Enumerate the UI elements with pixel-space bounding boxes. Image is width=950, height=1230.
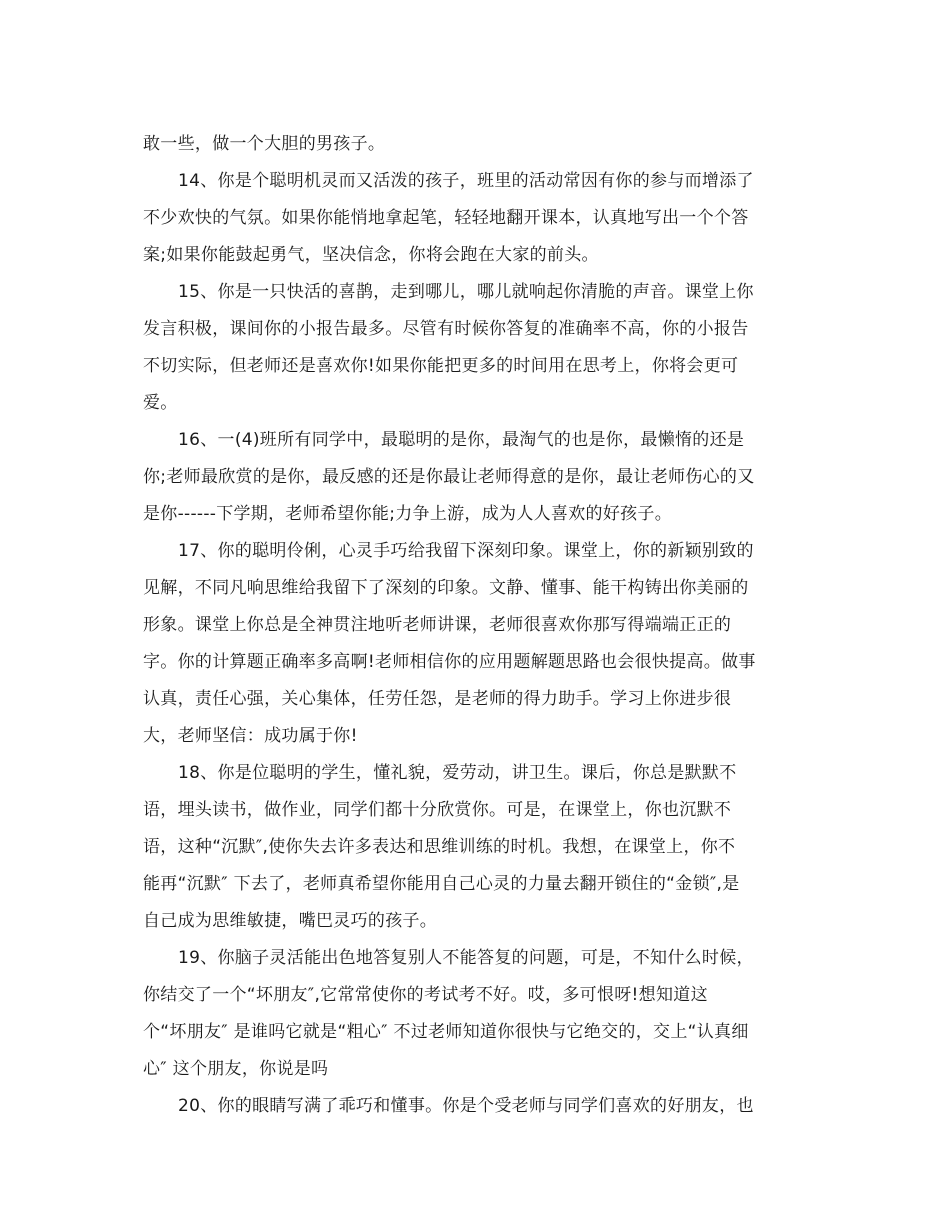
text-line: 语，这种“沉默″,使你失去许多表达和思维训练的时机。我想，在课堂上，你不 [143,837,736,857]
text-line: 你结交了一个“坏朋友″,它常常使你的考试考不好。哎，多可恨呀!想知道这 [143,985,708,1005]
text-line: 发言积极，课间你的小报告最多。尽管有时候你答复的准确率不高，你的小报告 [143,319,749,339]
text-line: 16、一(4)班所有同学中，最聪明的是你，最淘气的也是你，最懒惰的还是 [178,430,745,450]
text-line: 不切实际，但老师还是喜欢你!如果你能把更多的时间用在思考上，你将会更可 [143,356,739,376]
text-line: 个“坏朋友″ 是谁吗它就是“粗心″ 不过老师知道你很快与它绝交的，交上“认真细 [143,1022,749,1042]
text-line: 19、你脑子灵活能出色地答复别人不能答复的问题，可是，不知什么时候， [178,948,754,968]
text-line: 爱。 [143,393,178,413]
text-line: 认真，责任心强，关心集体，任劳任怨，是老师的得力助手。学习上你进步很 [143,689,732,709]
text-line: 20、你的眼睛写满了乖巧和懂事。你是个受老师与同学们喜欢的好朋友，也 [178,1096,754,1116]
text-line: 敢一些，做一个大胆的男孩子。 [143,134,386,154]
text-line: 14、你是个聪明机灵而又活泼的孩子，班里的活动常因有你的参与而增添了 [178,171,754,191]
text-line: 是你------下学期，老师希望你能;力争上游，成为人人喜欢的好孩子。 [143,504,673,524]
text-line: 大，老师坚信：成功属于你! [143,726,358,746]
text-line: 能再“沉默″ 下去了，老师真希望你能用自己心灵的力量去翻开锁住的“金锁″,是 [143,874,740,894]
text-line: 见解，不同凡响思维给我留下了深刻的印象。文静、懂事、能干构铸出你美丽的 [143,578,749,598]
text-line: 字。你的计算题正确率多高啊!老师相信你的应用题解题思路也会很快提高。做事 [143,652,756,672]
text-line: 心″ 这个朋友，你说是吗 [143,1059,329,1079]
text-line: 18、你是位聪明的学生，懂礼貌，爱劳动，讲卫生。课后，你总是默默不 [178,763,737,783]
text-line: 案;如果你能鼓起勇气，坚决信念，你将会跑在大家的前头。 [143,245,599,265]
text-line: 不少欢快的气氛。如果你能悄地拿起笔，轻轻地翻开课本，认真地写出一个个答 [143,208,749,228]
text-line: 15、你是一只快活的喜鹊，走到哪儿，哪儿就响起你清脆的声音。课堂上你 [178,282,754,302]
text-line: 自己成为思维敏捷，嘴巴灵巧的孩子。 [143,911,438,931]
text-line: 17、你的聪明伶俐，心灵手巧给我留下深刻印象。课堂上，你的新颖别致的 [178,541,754,561]
text-line: 形象。课堂上你总是全神贯注地听老师讲课，老师很喜欢你那写得端端正正的 [143,615,732,635]
text-line: 你;老师最欣赏的是你，最反感的还是你最让老师得意的是你，最让老师伤心的又 [143,467,755,487]
text-line: 语，埋头读书，做作业，同学们都十分欣赏你。可是，在课堂上，你也沉默不 [143,800,732,820]
